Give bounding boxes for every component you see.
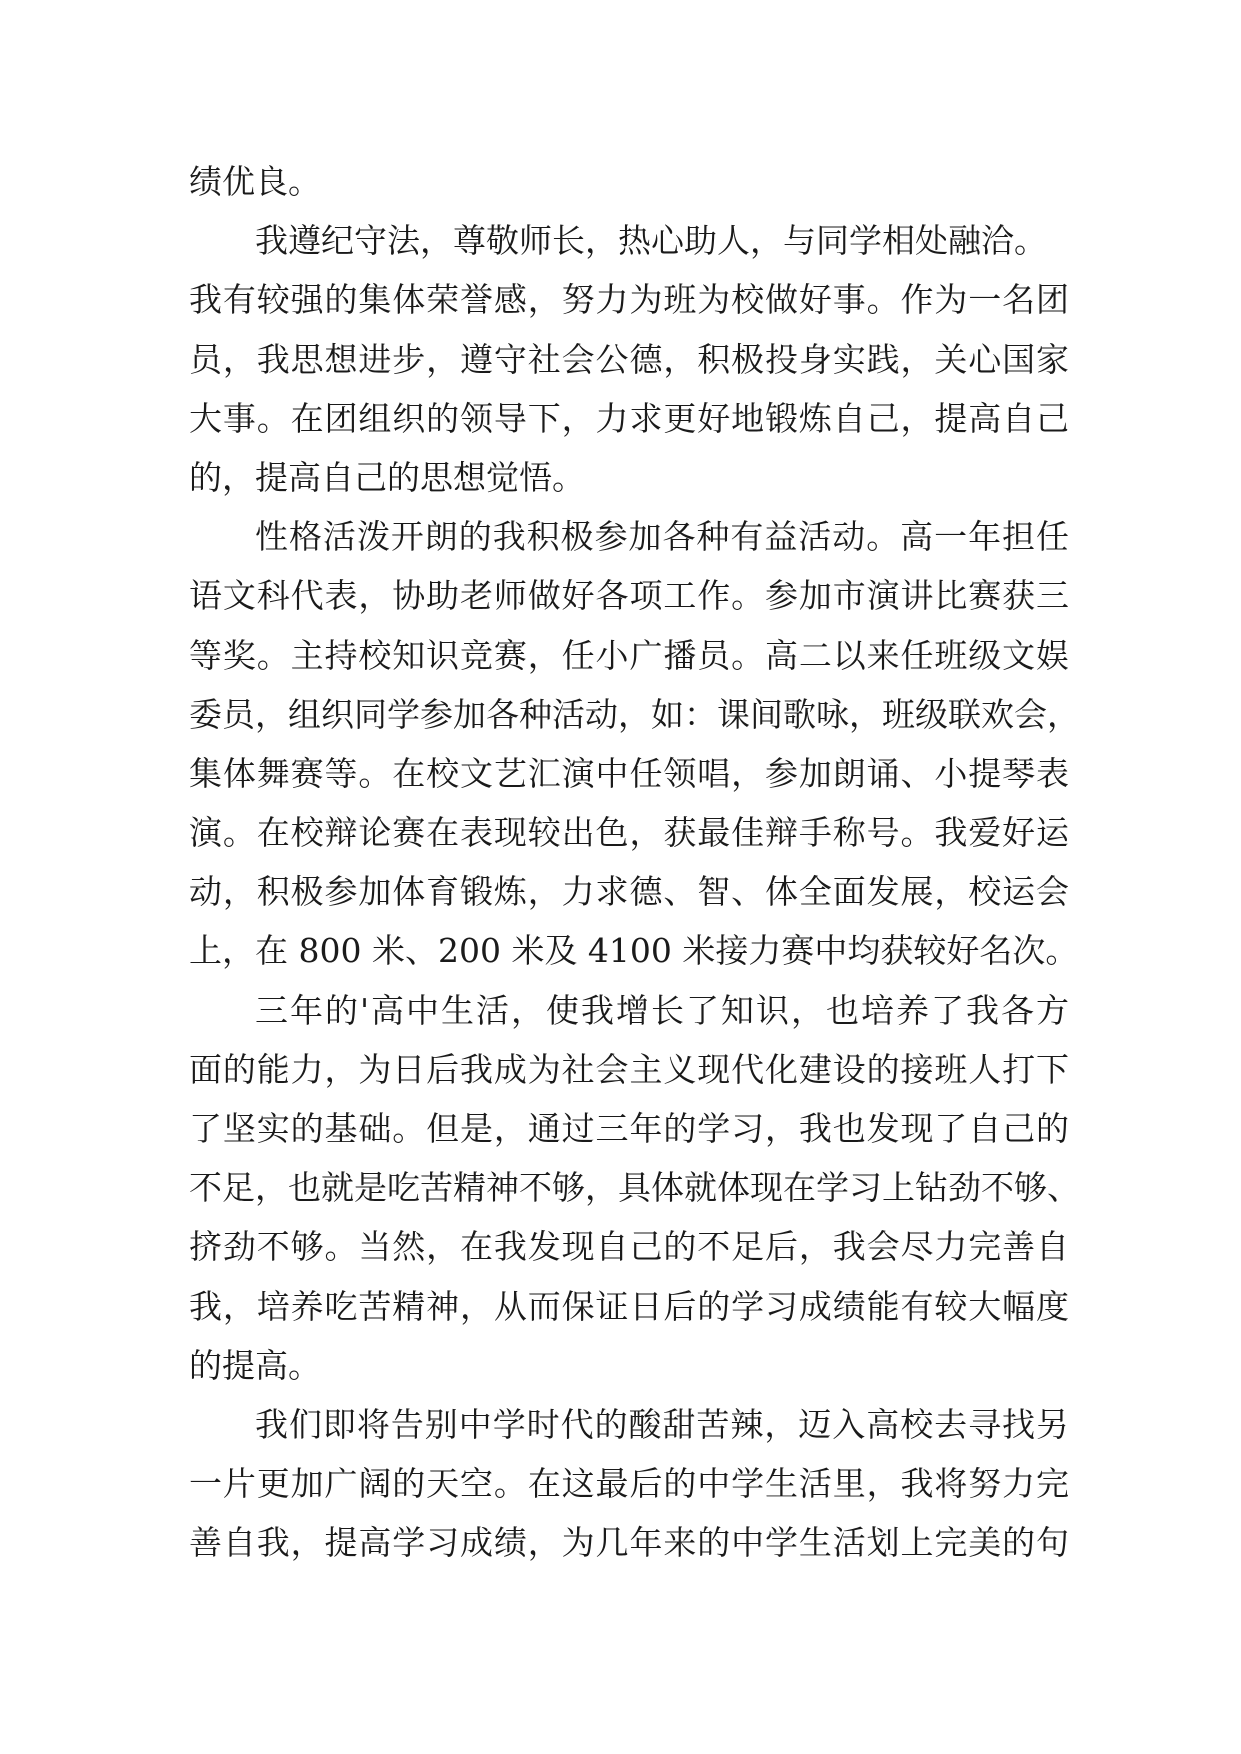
text-line: 不足，也就是吃苦精神不够，具体就体现在学习上钻劲不够、 — [189, 1168, 1080, 1208]
text-line: 一片更加广阔的天空。在这最后的中学生活里，我将努力完 — [189, 1464, 1069, 1504]
text-line: 委员，组织同学参加各种活动，如：课间歌咏，班级联欢会， — [189, 694, 1080, 734]
text-line: 的提高。 — [189, 1345, 321, 1385]
text-line: 面的能力，为日后我成为社会主义现代化建设的接班人打下 — [189, 1049, 1069, 1089]
text-line: 善自我，提高学习成绩，为几年来的中学生活划上完美的句 — [189, 1523, 1069, 1563]
text-line: 集体舞赛等。在校文艺汇演中任领唱，参加朗诵、小提琴表 — [189, 753, 1069, 793]
text-line: 员，我思想进步，遵守社会公德，积极投身实践，关心国家 — [189, 339, 1069, 379]
paragraph-first-line: 我们即将告别中学时代的酸甜苦辣，迈入高校去寻找另 — [255, 1404, 1069, 1444]
text-line: 大事。在团组织的领导下，力求更好地锻炼自己，提高自己 — [189, 398, 1069, 438]
paragraph-first-line: 三年的'高中生活，使我增长了知识，也培养了我各方 — [255, 990, 1069, 1030]
text-line: 等奖。主持校知识竞赛，任小广播员。高二以来任班级文娱 — [189, 635, 1069, 675]
paragraph-first-line: 性格活泼开朗的我积极参加各种有益活动。高一年担任 — [255, 517, 1069, 557]
text-line: 绩优良。 — [189, 162, 321, 201]
text-line: 我，培养吃苦精神，从而保证日后的学习成绩能有较大幅度 — [189, 1286, 1069, 1326]
text-line: 的，提高自己的思想觉悟。 — [189, 457, 585, 497]
paragraph-first-line: 我遵纪守法，尊敬师长，热心助人，与同学相处融洽。 — [255, 221, 1047, 261]
text-line: 上，在 800 米、200 米及 4100 米接力赛中均获较好名次。 — [189, 931, 1079, 971]
text-line: 动，积极参加体育锻炼，力求德、智、体全面发展，校运会 — [189, 872, 1069, 912]
text-line: 了坚实的基础。但是，通过三年的学习，我也发现了自己的 — [189, 1109, 1069, 1148]
text-line: 语文科代表，协助老师做好各项工作。参加市演讲比赛获三 — [189, 576, 1069, 616]
document-body — [189, 152, 1080, 1573]
text-line: 演。在校辩论赛在表现较出色，获最佳辩手称号。我爱好运 — [189, 813, 1069, 853]
text-line: 我有较强的集体荣誉感，努力为班为校做好事。作为一名团 — [189, 280, 1069, 320]
text-line: 挤劲不够。当然，在我发现自己的不足后，我会尽力完善自 — [189, 1227, 1069, 1267]
